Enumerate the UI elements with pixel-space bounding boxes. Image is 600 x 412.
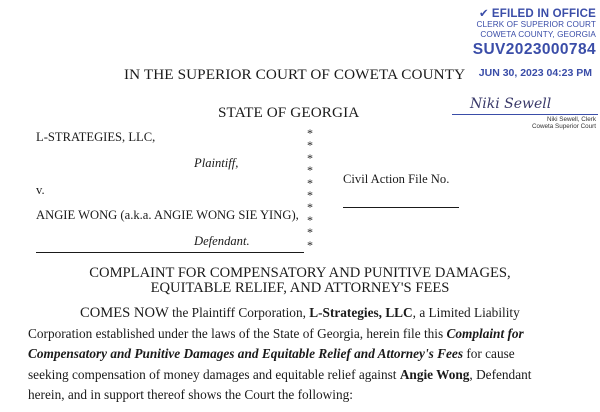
separator-star: * [307,138,313,153]
caption-bottom-rule [36,252,304,253]
versus: v. [36,183,45,197]
separator-star: * [307,126,313,140]
separator-star: * [307,212,313,227]
document-title [0,266,600,296]
signature-caption [470,116,596,130]
defendant-role: Defendant. [194,234,250,248]
plaintiff-ref: L-Strategies, LLC [309,305,413,320]
signer-name: Niki Sewell, Clerk [547,116,596,123]
county-line: COWETA COUNTY, GEORGIA [480,30,596,39]
title-line-2: EQUITABLE RELIEF, AND ATTORNEY'S FEES [150,279,450,296]
plaintiff-role: Plaintiff, [194,156,239,170]
separator-star: * [307,225,313,240]
checkmark-icon: ✔ [479,8,489,20]
caption-separator [303,127,317,251]
signature-line [452,114,598,115]
separator-star: * [307,175,313,190]
separator-star: * [307,200,313,215]
case-number: SUV2023000784 [472,41,596,58]
para-line-3: Compensatory and Punitive Damages and Equitable Relief and Attorney's Fees for cause [28,346,515,362]
defendant-ref: Angie Wong [399,366,470,382]
defendant-name: ANGIE WONG (a.k.a. ANGIE WONG SIE YING), [36,208,299,222]
court-heading: IN THE SUPERIOR COURT OF COWETA COUNTY [124,66,466,83]
efile-stamp [466,6,596,79]
civil-action-label: Civil Action File No. [343,172,450,186]
para-line-5: herein, and in support thereof shows the Court the following: [28,387,353,403]
separator-star: * [307,163,313,178]
clerk-signature: Niki Sewell [470,96,552,112]
state-heading: STATE OF GEORGIA [218,104,360,121]
plaintiff-name: L-STRATEGIES, LLC, [36,130,156,144]
file-number-line [343,207,459,208]
filed-datetime: JUN 30, 2023 04:23 PM [478,67,592,79]
efile-header: ✔ EFILED IN OFFICE [479,8,596,20]
separator-star: * [307,237,313,252]
para-line-2: Corporation established under the laws of the State of Georgia, herein file this Complaint for [28,325,524,341]
clerk-line: CLERK OF SUPERIOR COURT [476,20,596,29]
title-line-1: COMPLAINT FOR COMPENSATORY AND PUNITIVE DAMAGES, [89,265,511,281]
body-paragraph [28,303,588,406]
separator-star: * [307,188,313,203]
separator-star: * [307,150,313,165]
para-line-4: seeking compensation of money damages and equitable relief against Angie Wong, Defendant [28,366,532,382]
signer-title: Coweta Superior Court [531,123,596,131]
para-line-1: COMES NOW the Plaintiff Corporation, L-Strategies, LLC, a Limited Liability [80,305,520,321]
